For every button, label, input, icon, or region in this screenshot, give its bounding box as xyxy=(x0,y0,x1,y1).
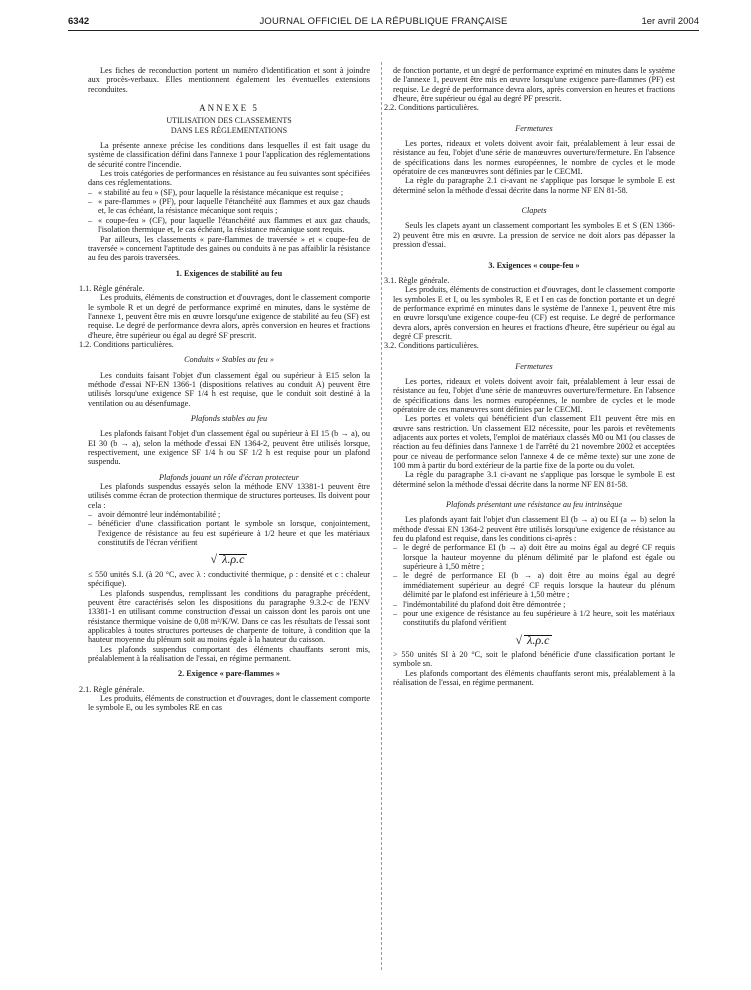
list-item: – bénéficier d'une classification portant le symbole sn lorsque, conjointement, l'exigence de résistance au feu est supérieure à 1/2 heure et que les matériaux constitutifs de l'écran vérifient xyxy=(98,519,370,547)
paragraph: Les plafonds suspendus essayés selon la méthode ENV 13381-1 peuvent être utilisés comme écran de protection thermique de structures porteuses. Ils doivent pour cela : xyxy=(88,482,370,510)
subheading: Plafonds présentant une résistance au feu intrinsèque xyxy=(445,500,622,510)
paragraph: La présente annexe précise les conditions dans lesquelles il est fait usage du système de classification défini dans l'annexe 1 pour l'application des réglementations de sécurité contre l'incendie. xyxy=(88,141,370,169)
paragraph: Les plafonds comportant des éléments chauffants seront mis, préalablement à la réalisation de l'essai, en régime permanent. xyxy=(393,668,675,687)
list-item: – avoir démontré leur indémontabilité ; xyxy=(98,510,370,519)
page-header xyxy=(68,14,699,31)
paragraph: Les trois catégories de performances en résistance au feu suivantes sont spécifiées dans ces réglementations. xyxy=(88,169,370,188)
list-item: – pour une exigence de résistance au feu supérieure à 1/2 heure, soit les matériaux constitutifs du plafond vérifient xyxy=(403,609,675,628)
paragraph: Les plafonds suspendus, remplissant les conditions du paragraphe précédent, peuvent être caractérisés selon les dispositions du paragraphe 9.3.2-c de l'ENV 13381-1 en utilisant comme construction d'essai un caisson dont les parois ont une résistance thermique voisine de 0,08 m²/K/W. Dans ce cas les résultats de l'essai sont applicables à toutes structures porteuses de charpente de toiture, à condition que la hauteur moyenne du plénum soit au moins égale à la hauteur du caisson. xyxy=(88,588,370,645)
formula-expression: λ.ρ.c xyxy=(219,554,247,564)
paragraph: La règle du paragraphe 2.1 ci-avant ne s'applique pas lorsque le symbole E est déterminé selon la méthode d'essai décrite dans la norme NF EN 81-58. xyxy=(393,176,675,195)
subheading: Plafonds stables au feu xyxy=(190,414,268,423)
paragraph: Les produits, éléments de construction et d'ouvrages, dont le classement comporte le symbole E, ou les symboles RE en cas xyxy=(88,693,370,713)
subsection-heading: 1.2. Conditions particulières. xyxy=(79,339,174,349)
section-title: 1. Exigences de stabilité au feu xyxy=(175,268,283,278)
formula: √ λ.ρ.c xyxy=(88,554,370,564)
intro-paragraph: Les fiches de reconduction portent un numéro d'identification et sont à joindre aux procès-verbaux. Elles mentionnent également les éventuelles extensions reconduites. xyxy=(88,66,370,94)
paragraph: Les conduits faisant l'objet d'un classement égal ou supérieur à E15 selon la méthode d'essai NF-EN 1366-1 (dispositions relatives au conduit A) peuvent être utilisés lorsqu'une exigence SF 1/4 h est requise, que le conduit soit destiné à la ventilation ou au désenfumage. xyxy=(88,370,370,408)
right-column xyxy=(384,66,675,687)
list-item: – l'indémontabilité du plafond doit être démontrée ; xyxy=(403,600,675,609)
paragraph: Les portes, rideaux et volets doivent avoir fait, préalablement à leur essai de résistance au feu, l'objet d'une série de manœuvres ouverture/fermeture. En l'absence de spécifications dans les normes européennes, le nombre de cycles et le mode opératoire de ces manœuvres sont définies par le CECMI. xyxy=(393,139,675,177)
list-item: – « coupe-feu » (CF), pour laquelle l'étanchéité aux flammes et aux gaz chauds, l'isolation thermique et, le cas échéant, la résistance mécanique sont requis. xyxy=(98,216,370,235)
annexe-subtitle: UTILISATION DES CLASSEMENTS xyxy=(166,116,292,126)
subsection-heading: 3.2. Conditions particulières. xyxy=(384,341,479,351)
paragraph: La règle du paragraphe 3.1 ci-avant ne s'applique pas lorsque le symbole E est déterminé selon la méthode d'essai décrite dans la norme NF EN 81-58. xyxy=(393,470,675,489)
publication-date: 1er avril 2004 xyxy=(641,16,699,27)
page-number: 6342 xyxy=(68,16,90,27)
subsection-heading: 2.1. Règle générale. xyxy=(79,684,145,694)
paragraph: > 550 unités SI à 20 °C, soit le plafond bénéficie d'une classification portant le symbole sn. xyxy=(393,649,675,669)
annexe-title: ANNEXE 5 xyxy=(199,103,259,114)
paragraph: Les portes, rideaux et volets doivent avoir fait, préalablement à leur essai de résistance au feu, l'objet d'une série de manœuvres ouverture/fermeture. En l'absence de spécifications dans les normes européennes, le nombre de cycles et le mode opératoire de ces manœuvres sont définies par le CECMI. xyxy=(393,376,675,414)
paragraph: Seuls les clapets ayant un classement comportant les symboles E et S (EN 1366-2) peuvent être mis en œuvre. La pression de service ne doit alors pas dépasser la pression d'essai. xyxy=(393,221,675,250)
subheading: Fermetures xyxy=(515,361,553,371)
formula-expression: λ.ρ.c xyxy=(524,635,552,645)
list-item: – le degré de performance EI (b → a) doit être au moins égal au degré CF requis lorsque la hauteur moyenne du plénum délimité par le plafond est égale ou supérieure à 1,50 mètre ; xyxy=(403,543,675,571)
paragraph: Les produits, éléments de construction et d'ouvrages, dont le classement comporte le symbole R et un degré de performance exprimé en minutes, dans le système de l'annexe 1, peuvent être mis en œuvre lorsqu'une exigence de stabilité au feu (SF) est requise. Le degré de performance devra alors, après conversion en heures et fractions d'heure, être supérieur ou égal au degré SF prescrit. xyxy=(88,293,370,340)
left-column xyxy=(79,66,370,713)
subheading: Fermetures xyxy=(515,123,553,133)
list-item: – « stabilité au feu » (SF), pour laquelle la résistance mécanique est requise ; xyxy=(98,188,370,197)
paragraph: Les produits, éléments de construction et d'ouvrages, dont le classement comporte les symboles E et I, ou les symboles R, E et I en cas de fonction portante et un degré de performance exprimé en minutes dans le système de l'annexe 1, peuvent être mis en œuvre lorsqu'une exigence coupe-feu (CF) est requise. Le degré de performance devra alors, après conversion en heures et fractions d'heure, être supérieur ou égal au degré CF prescrit. xyxy=(393,285,675,341)
column-divider xyxy=(381,62,382,970)
section-title: 3. Exigences « coupe-feu » xyxy=(488,260,580,270)
section-title: 2. Exigence « pare-flammes » xyxy=(178,669,280,679)
subsection-heading: 3.1. Règle générale. xyxy=(384,275,450,285)
paragraph: Les plafonds faisant l'objet d'un classement égal ou supérieur à EI 15 (b → a), ou EI 30 (b → a), selon la méthode d'essai EN 1364-2, peuvent être utilisés lorsque, respectivement, une exigence SF 1/4 h ou SF 1/2 h est requise pour un plafond suspendu. xyxy=(88,429,370,467)
journal-title: JOURNAL OFFICIEL DE LA RÉPUBLIQUE FRANÇAISE xyxy=(259,16,508,27)
formula: √ λ.ρ.c xyxy=(393,635,675,645)
list-item: – le degré de performance EI (b → a) doit être au moins égal au degré immédiatement supérieur au degré CF requis lorsque la hauteur du plénum délimité par le plafond est inférieure à 1,50 mètre ; xyxy=(403,571,675,599)
paragraph: Par ailleurs, les classements « pare-flammes de traversée » et « coupe-feu de traversée » concernent l'aptitude des gaines ou conduits à ne pas affaiblir la résistance au feu des parois traversées. xyxy=(88,234,370,263)
condition-list xyxy=(393,543,675,627)
list-item: – « pare-flammes » (PF), pour laquelle l'étanchéité aux flammes et aux gaz chauds et, le cas échéant, la résistance mécanique sont requis ; xyxy=(98,197,370,216)
subheading: Clapets xyxy=(521,206,547,216)
paragraph: de fonction portante, et un degré de performance exprimé en minutes dans le système de l'annexe 1, peuvent être mis en œuvre lorsqu'une exigence pare-flammes (PF) est requise. Le degré de performance devra alors, après conversion en heures et fractions d'heure, être supérieur ou égal au degré PF prescrit. xyxy=(393,66,675,104)
annexe-subtitle: DANS LES RÉGLEMENTATIONS xyxy=(170,125,288,135)
performance-list xyxy=(88,188,370,235)
condition-list xyxy=(88,510,370,547)
paragraph: Les plafonds ayant fait l'objet d'un classement EI (b → a) ou EI (a ↔ b) selon la méthode d'essai EN 1364-2 peuvent être utilisés lorsqu'une exigence de résistance au feu du plafond est requise, dans les conditions ci-après : xyxy=(393,515,675,544)
paragraph: Les plafonds suspendus comportant des éléments chauffants seront mis, préalablement à la réalisation de l'essai, en régime permanent. xyxy=(88,644,370,663)
paragraph: ≤ 550 unités S.I. (à 20 °C, avec λ : conductivité thermique, ρ : densité et c : chaleur spécifique). xyxy=(88,569,370,589)
subheading: Plafonds jouant un rôle d'écran protecteur xyxy=(159,472,299,482)
subheading: Conduits « Stables au feu » xyxy=(184,355,274,365)
paragraph: Les portes et volets qui bénéficient d'un classement EI1 peuvent être mis en œuvre sans restriction. Un classement EI2 nécessite, pour les parois et revêtements adjacents aux portes et volets, l'emploi de matériaux classés M0 ou M1 (ou classes de réaction au feu définies dans l'annexe 1 de l'arrêté du 21 novembre 2002 et acceptées pour ce niveau de performance selon l'annexe 4 de ce même texte) sur une zone de 100 mm à partir du bord extérieur de la partie fixe de la porte ou du volet. xyxy=(393,414,675,471)
subsection-heading: 2.2. Conditions particulières. xyxy=(384,103,479,113)
subsection-heading: 1.1. Règle générale. xyxy=(79,283,145,293)
